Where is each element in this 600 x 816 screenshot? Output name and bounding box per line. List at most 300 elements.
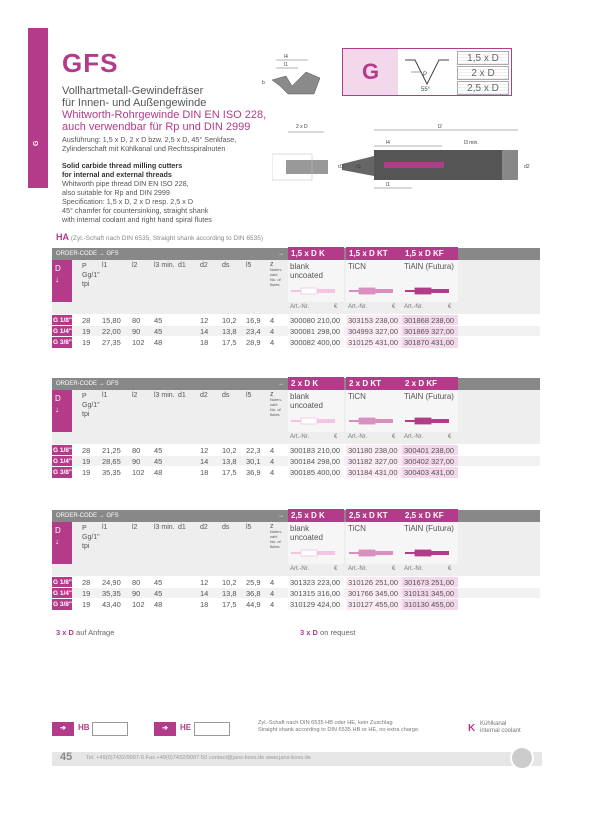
cell-l2: 90 bbox=[132, 327, 141, 336]
art-number: 301182 bbox=[348, 457, 373, 466]
d2-header: d2 bbox=[200, 392, 208, 399]
price: 345,00 bbox=[375, 589, 399, 598]
coating-name-1-0: TiCN bbox=[348, 524, 366, 533]
shank-options bbox=[52, 720, 532, 740]
price: 210,00 bbox=[317, 446, 341, 455]
cell-ds: 10,2 bbox=[222, 578, 237, 587]
l2-header: l2 bbox=[132, 392, 138, 399]
hb-shank-icon bbox=[92, 722, 128, 736]
art-number: 301673 bbox=[404, 578, 430, 587]
art-cell bbox=[402, 599, 458, 610]
tool-icon bbox=[349, 549, 395, 557]
art-cell bbox=[288, 599, 344, 610]
cell-ds: 13,8 bbox=[222, 589, 237, 598]
art-number: 301869 bbox=[404, 327, 430, 336]
d-letter: D bbox=[55, 526, 61, 535]
ds-header: ds bbox=[222, 524, 230, 531]
cell-l2: 80 bbox=[132, 316, 141, 325]
art-number: 301184 bbox=[348, 468, 373, 477]
l5-header: l5 bbox=[246, 392, 252, 399]
cell-d2: 14 bbox=[200, 589, 209, 598]
tool-drawing bbox=[272, 118, 540, 196]
table-row bbox=[52, 325, 540, 336]
en-bold-1: Solid carbide thread milling cutters bbox=[62, 161, 183, 170]
cell-l5: 16,9 bbox=[246, 316, 261, 325]
thread-size: G 3/8" bbox=[53, 469, 72, 476]
z-en2: flutes bbox=[270, 282, 280, 287]
cell-l1: 35,35 bbox=[102, 468, 121, 477]
coating-name-1-0: TiCN bbox=[348, 392, 366, 401]
order-code-bar bbox=[52, 510, 540, 522]
l4-label: l4 bbox=[284, 54, 288, 60]
l5-header: l5 bbox=[246, 524, 252, 531]
order-code-bar bbox=[52, 248, 540, 260]
company-logo bbox=[510, 746, 534, 770]
art-number: 300183 bbox=[290, 446, 316, 455]
ds-header: ds bbox=[222, 262, 230, 269]
price: 238,00 bbox=[374, 446, 398, 455]
art-number: 310127 bbox=[348, 600, 374, 609]
p-h2: Gg/1" bbox=[82, 272, 100, 279]
art-header-row bbox=[52, 564, 540, 576]
price: 327,00 bbox=[431, 457, 455, 466]
note-de-bold: 3 x D bbox=[56, 628, 74, 637]
d1-header: d1 bbox=[178, 262, 186, 269]
angle-label: 55° bbox=[421, 87, 431, 92]
table-row bbox=[52, 314, 540, 325]
product-table-1-5xd bbox=[52, 248, 540, 347]
art-cell bbox=[346, 337, 402, 348]
euro-label: € bbox=[448, 566, 452, 572]
d2-header: d2 bbox=[200, 524, 208, 531]
price: 455,00 bbox=[375, 600, 399, 609]
art-number: 310126 bbox=[348, 578, 374, 587]
coating-name-0-0: blank bbox=[290, 262, 310, 271]
price: 345,00 bbox=[431, 589, 455, 598]
cell-l3: 45 bbox=[154, 589, 163, 598]
z-header bbox=[270, 524, 282, 549]
ausf-2: Zylinderschaft mit Kühlkanal und Rechtsspiralnuten bbox=[62, 144, 226, 153]
art-nr-label: Art.-Nr. bbox=[348, 434, 367, 440]
art-cell bbox=[402, 467, 458, 478]
z-en: No. of bbox=[270, 407, 281, 412]
art-number: 301868 bbox=[404, 316, 430, 325]
art-number: 300082 bbox=[290, 338, 316, 347]
art-number: 300080 bbox=[290, 316, 316, 325]
l1-label: l1 bbox=[284, 62, 288, 68]
tool-icon bbox=[349, 287, 395, 295]
table-row bbox=[52, 576, 540, 587]
d-header bbox=[52, 522, 72, 564]
coating-name-0-0: blank bbox=[290, 524, 310, 533]
price: 238,00 bbox=[375, 316, 399, 325]
p-h3: tpi bbox=[82, 543, 90, 550]
b-label: b bbox=[262, 80, 265, 86]
d-header bbox=[52, 260, 72, 302]
he-label: HE bbox=[180, 723, 192, 732]
l5-header: l5 bbox=[246, 262, 252, 269]
l2-header: l2 bbox=[132, 524, 138, 531]
en-line-4: 45° chamfer for countersinking, straight shank bbox=[62, 206, 209, 215]
note-de bbox=[56, 628, 114, 637]
art-number: 300184 bbox=[290, 457, 316, 466]
coating-name-1-0: TiCN bbox=[348, 262, 366, 271]
cell-ds: 10,2 bbox=[222, 446, 237, 455]
d1-header: d1 bbox=[178, 392, 186, 399]
cell-l2: 80 bbox=[132, 446, 141, 455]
order-code-label: ORDER-CODE → GFS bbox=[56, 513, 119, 519]
z-letter: z bbox=[270, 261, 274, 268]
contact-line: Tel. +49(0)7432/9097-0 Fax +49(0)7432/9097-50 contact@jans-boss.de www.jans-boss.de bbox=[86, 755, 311, 761]
order-code-bar bbox=[52, 378, 540, 390]
art-cell bbox=[346, 599, 402, 610]
down-arrow-icon: ↓ bbox=[55, 405, 59, 414]
cell-l1: 21,25 bbox=[102, 446, 121, 455]
cell-ds: 17,5 bbox=[222, 468, 237, 477]
art-nr-label: Art.-Nr. bbox=[290, 566, 309, 572]
thread-size: G 1/4" bbox=[53, 458, 72, 465]
cell-l3: 48 bbox=[154, 600, 163, 609]
ausf-1: Ausführung: 1,5 x D, 2 x D bzw. 2,5 x D, 45° Senkfase, bbox=[62, 135, 237, 144]
cell-z: 4 bbox=[270, 338, 275, 347]
p-h3: tpi bbox=[82, 411, 90, 418]
cell-d2: 18 bbox=[200, 600, 209, 609]
thread-size: G 3/8" bbox=[53, 601, 72, 608]
cell-l3: 45 bbox=[154, 457, 163, 466]
coating-name-0-1: uncoated bbox=[290, 271, 323, 280]
cell-l3: 45 bbox=[154, 316, 163, 325]
d1-header: d1 bbox=[178, 524, 186, 531]
shank-en: Straight shank according to DIN 6535 HB or HE, no extra charge. bbox=[258, 727, 420, 733]
en-line-5: with internal coolant and right hand spiral flutes bbox=[62, 215, 212, 224]
pink-title-1: Whitworth-Rohrgewinde DIN EN ISO 228, bbox=[62, 109, 267, 121]
side-tab bbox=[28, 28, 48, 188]
arrow-icon: ➔ bbox=[154, 722, 176, 736]
art-nr-label: Art.-Nr. bbox=[348, 304, 367, 310]
z-letter: z bbox=[270, 523, 274, 530]
thread-profile-drawing bbox=[258, 50, 328, 108]
z-de2: zahl bbox=[270, 402, 278, 407]
thread-size: G 1/8" bbox=[53, 447, 72, 454]
l1-header: l1 bbox=[102, 262, 108, 269]
p-h1: P bbox=[82, 263, 87, 270]
coating-col-2: 2 x D KF bbox=[402, 377, 458, 390]
cell-l2: 102 bbox=[132, 468, 145, 477]
p-h2: Gg/1" bbox=[82, 534, 100, 541]
d2-header: d2 bbox=[200, 262, 208, 269]
order-code-label: ORDER-CODE → GFS bbox=[56, 381, 119, 387]
price: 251,00 bbox=[375, 578, 399, 587]
cell-l1: 22,00 bbox=[102, 327, 121, 336]
cell-d2: 14 bbox=[200, 457, 209, 466]
l1b-label: l1 bbox=[386, 182, 390, 188]
down-arrow-icon: ↓ bbox=[55, 275, 59, 284]
p-header bbox=[82, 524, 100, 551]
euro-label: € bbox=[392, 304, 396, 310]
coating-desc-1 bbox=[346, 260, 402, 302]
d-header bbox=[52, 390, 72, 432]
he-shank-icon bbox=[194, 722, 230, 736]
cell-l1: 43,40 bbox=[102, 600, 121, 609]
cell-l2: 90 bbox=[132, 589, 141, 598]
cell-ds: 17,5 bbox=[222, 338, 237, 347]
art-nr-label: Art.-Nr. bbox=[290, 434, 309, 440]
z-en2: flutes bbox=[270, 412, 280, 417]
coating-col-0: 2 x D K bbox=[288, 377, 344, 390]
z-de: Nuten- bbox=[270, 267, 283, 272]
order-arrow: → bbox=[278, 251, 284, 257]
coating-name-2-0: TiAlN (Futura) bbox=[404, 262, 454, 271]
coating-name-0-1: uncoated bbox=[290, 533, 323, 542]
z-en: No. of bbox=[270, 277, 281, 282]
price: 431,00 bbox=[374, 468, 398, 477]
coating-desc-2 bbox=[402, 522, 458, 564]
table-row bbox=[52, 466, 540, 477]
cell-z: 4 bbox=[270, 457, 275, 466]
de-title-1: Vollhartmetall-Gewindefräser bbox=[62, 85, 204, 97]
coating-col-1: 1,5 x D KT bbox=[346, 247, 402, 260]
pitch-label: P bbox=[423, 72, 428, 78]
p-header bbox=[82, 262, 100, 289]
p-header bbox=[82, 392, 100, 419]
table-row bbox=[52, 444, 540, 455]
thread-size: G 1/4" bbox=[53, 590, 72, 597]
art-header-row bbox=[52, 302, 540, 314]
l1-header: l1 bbox=[102, 392, 108, 399]
cell-l5: 36,9 bbox=[246, 468, 261, 477]
euro-label: € bbox=[334, 434, 338, 440]
art-nr-label: Art.-Nr. bbox=[404, 434, 423, 440]
coating-desc-1 bbox=[346, 522, 402, 564]
price: 327,00 bbox=[374, 457, 398, 466]
page-footer bbox=[52, 752, 542, 766]
l2-header: l2 bbox=[132, 262, 138, 269]
cell-d2: 12 bbox=[200, 316, 209, 325]
table-header bbox=[52, 522, 540, 564]
price: 431,00 bbox=[431, 468, 455, 477]
ha-text: (Zyl.-Schaft nach DIN 6535, Straight shank according to DIN 6535) bbox=[70, 235, 264, 242]
thread-type-box bbox=[342, 48, 512, 96]
p-h1: P bbox=[82, 525, 87, 532]
cell-l5: 23,4 bbox=[246, 327, 261, 336]
cell-l3: 48 bbox=[154, 468, 163, 477]
coolant-note bbox=[480, 721, 521, 735]
price: 400,00 bbox=[317, 338, 341, 347]
cell-p: 19 bbox=[82, 338, 91, 347]
euro-label: € bbox=[392, 434, 396, 440]
price: 431,00 bbox=[431, 338, 455, 347]
euro-label: € bbox=[334, 304, 338, 310]
coating-col-2: 1,5 x D KF bbox=[402, 247, 458, 260]
side-tab-label: G bbox=[33, 140, 40, 146]
coating-col-2: 2,5 x D KF bbox=[402, 509, 458, 522]
euro-label: € bbox=[334, 566, 338, 572]
length-ratio-list bbox=[457, 51, 509, 96]
thread-letter: G bbox=[343, 49, 398, 95]
cell-p: 19 bbox=[82, 600, 91, 609]
art-number: 304993 bbox=[348, 327, 374, 336]
cell-d2: 12 bbox=[200, 578, 209, 587]
cell-l2: 102 bbox=[132, 338, 145, 347]
ratio-3: 2,5 x D bbox=[457, 81, 509, 95]
z-en2: flutes bbox=[270, 544, 280, 549]
art-nr-label: Art.-Nr. bbox=[348, 566, 367, 572]
d-letter: D bbox=[55, 394, 61, 403]
price: 455,00 bbox=[431, 600, 455, 609]
cell-d2: 18 bbox=[200, 338, 209, 347]
order-arrow: → bbox=[278, 513, 284, 519]
art-number: 301323 bbox=[290, 578, 316, 587]
tool-icon bbox=[291, 417, 337, 425]
cell-p: 19 bbox=[82, 589, 91, 598]
cell-z: 4 bbox=[270, 578, 275, 587]
art-number: 301870 bbox=[404, 338, 430, 347]
cell-l1: 27,35 bbox=[102, 338, 121, 347]
table-row bbox=[52, 598, 540, 609]
cell-ds: 13,8 bbox=[222, 327, 237, 336]
art-cell bbox=[402, 337, 458, 348]
art-number: 300081 bbox=[290, 327, 316, 336]
cell-z: 4 bbox=[270, 446, 275, 455]
art-nr-label: Art.-Nr. bbox=[404, 304, 423, 310]
order-arrow: → bbox=[278, 381, 284, 387]
d-letter: D bbox=[55, 264, 61, 273]
coating-desc-0 bbox=[288, 522, 344, 564]
art-number: 303153 bbox=[348, 316, 374, 325]
pink-title-2: auch verwendbar für Rp und DIN 2999 bbox=[62, 121, 251, 133]
header bbox=[62, 48, 282, 224]
ha-label: HA bbox=[56, 232, 69, 242]
price: 251,00 bbox=[431, 578, 455, 587]
euro-label: € bbox=[448, 434, 452, 440]
cell-p: 28 bbox=[82, 316, 91, 325]
art-nr-label: Art.-Nr. bbox=[290, 304, 309, 310]
table-header bbox=[52, 260, 540, 302]
en-line-1: Whitworth pipe thread DIN EN ISO 228, bbox=[62, 179, 189, 188]
z-de2: zahl bbox=[270, 272, 278, 277]
cell-z: 4 bbox=[270, 316, 275, 325]
coating-desc-2 bbox=[402, 390, 458, 432]
coating-col-0: 2,5 x D K bbox=[288, 509, 344, 522]
shank-note-text bbox=[258, 720, 420, 734]
table-row bbox=[52, 455, 540, 466]
art-number: 300401 bbox=[404, 446, 430, 455]
art-nr-label: Art.-Nr. bbox=[404, 566, 423, 572]
coating-name-2-0: TiAlN (Futura) bbox=[404, 524, 454, 533]
cell-l1: 28,65 bbox=[102, 457, 121, 466]
art-number: 310130 bbox=[404, 600, 430, 609]
cell-p: 19 bbox=[82, 327, 91, 336]
z-de2: zahl bbox=[270, 534, 278, 539]
arrow-icon: ➔ bbox=[52, 722, 74, 736]
tool-icon bbox=[405, 549, 451, 557]
product-title: GFS bbox=[62, 48, 119, 78]
coating-name-2-0: TiAlN (Futura) bbox=[404, 392, 454, 401]
price: 238,00 bbox=[431, 446, 455, 455]
en-bold-2: for internal and external threads bbox=[62, 170, 172, 179]
price: 238,00 bbox=[431, 316, 455, 325]
art-number: 301315 bbox=[290, 589, 316, 598]
hb-label: HB bbox=[78, 723, 90, 732]
price: 431,00 bbox=[375, 338, 399, 347]
l1-header: l1 bbox=[102, 524, 108, 531]
d1-label: d1 bbox=[338, 164, 344, 170]
cell-l3: 45 bbox=[154, 446, 163, 455]
cell-l5: 28,9 bbox=[246, 338, 261, 347]
coating-name-0-0: blank bbox=[290, 392, 310, 401]
tool-icon bbox=[291, 549, 337, 557]
art-number: 310129 bbox=[290, 600, 316, 609]
cell-p: 19 bbox=[82, 468, 91, 477]
price: 210,00 bbox=[317, 316, 341, 325]
coolant-badge: K bbox=[468, 723, 476, 734]
coating-col-0: 1,5 x D K bbox=[288, 247, 344, 260]
art-number: 300403 bbox=[404, 468, 430, 477]
table-header bbox=[52, 390, 540, 432]
cell-l2: 80 bbox=[132, 578, 141, 587]
art-number: 300402 bbox=[404, 457, 430, 466]
shank-de: Zyl.-Schaft nach DIN 6535 HB oder HE, kein Zuschlag bbox=[258, 720, 393, 726]
cell-z: 4 bbox=[270, 589, 275, 598]
cell-l3: 45 bbox=[154, 327, 163, 336]
art-cell bbox=[346, 467, 402, 478]
table-row bbox=[52, 587, 540, 598]
coating-col-1: 2,5 x D KT bbox=[346, 509, 402, 522]
tool-icon bbox=[349, 417, 395, 425]
cell-z: 4 bbox=[270, 327, 275, 336]
price: 400,00 bbox=[317, 468, 341, 477]
cell-l2: 90 bbox=[132, 457, 141, 466]
z-header bbox=[270, 262, 282, 287]
p-h2: Gg/1" bbox=[82, 402, 100, 409]
ds-label: ds bbox=[356, 164, 362, 170]
ratio-1: 1,5 x D bbox=[457, 51, 509, 65]
tool-icon bbox=[405, 287, 451, 295]
thread-size: G 1/8" bbox=[53, 579, 72, 586]
cell-l5: 44,9 bbox=[246, 600, 261, 609]
euro-label: € bbox=[392, 566, 396, 572]
cell-z: 4 bbox=[270, 468, 275, 477]
euro-label: € bbox=[448, 304, 452, 310]
z-en: No. of bbox=[270, 539, 281, 544]
cell-l5: 22,3 bbox=[246, 446, 261, 455]
de-title-2: für Innen- und Außengewinde bbox=[62, 97, 207, 109]
cell-p: 28 bbox=[82, 578, 91, 587]
price: 223,00 bbox=[317, 578, 341, 587]
coolant-en: internal coolant bbox=[480, 728, 521, 734]
thread-angle-icon bbox=[401, 52, 453, 92]
l2-label: l2 bbox=[438, 124, 442, 130]
art-number: 310125 bbox=[348, 338, 374, 347]
z-header bbox=[270, 392, 282, 417]
thread-size: G 3/8" bbox=[53, 339, 72, 346]
cell-l1: 15,80 bbox=[102, 316, 121, 325]
product-table-2-5xd bbox=[52, 510, 540, 609]
price: 327,00 bbox=[375, 327, 399, 336]
price: 424,00 bbox=[317, 600, 341, 609]
coating-desc-2 bbox=[402, 260, 458, 302]
price: 298,00 bbox=[317, 327, 341, 336]
cell-d2: 14 bbox=[200, 327, 209, 336]
cell-l1: 35,35 bbox=[102, 589, 121, 598]
art-number: 301766 bbox=[348, 589, 374, 598]
price: 298,00 bbox=[317, 457, 341, 466]
en-line-2: also suitable for Rp and DIN 2999 bbox=[62, 188, 170, 197]
p-h3: tpi bbox=[82, 281, 90, 288]
xd-label: 2 x D bbox=[296, 124, 308, 130]
table-row bbox=[52, 336, 540, 347]
ds-header: ds bbox=[222, 392, 230, 399]
